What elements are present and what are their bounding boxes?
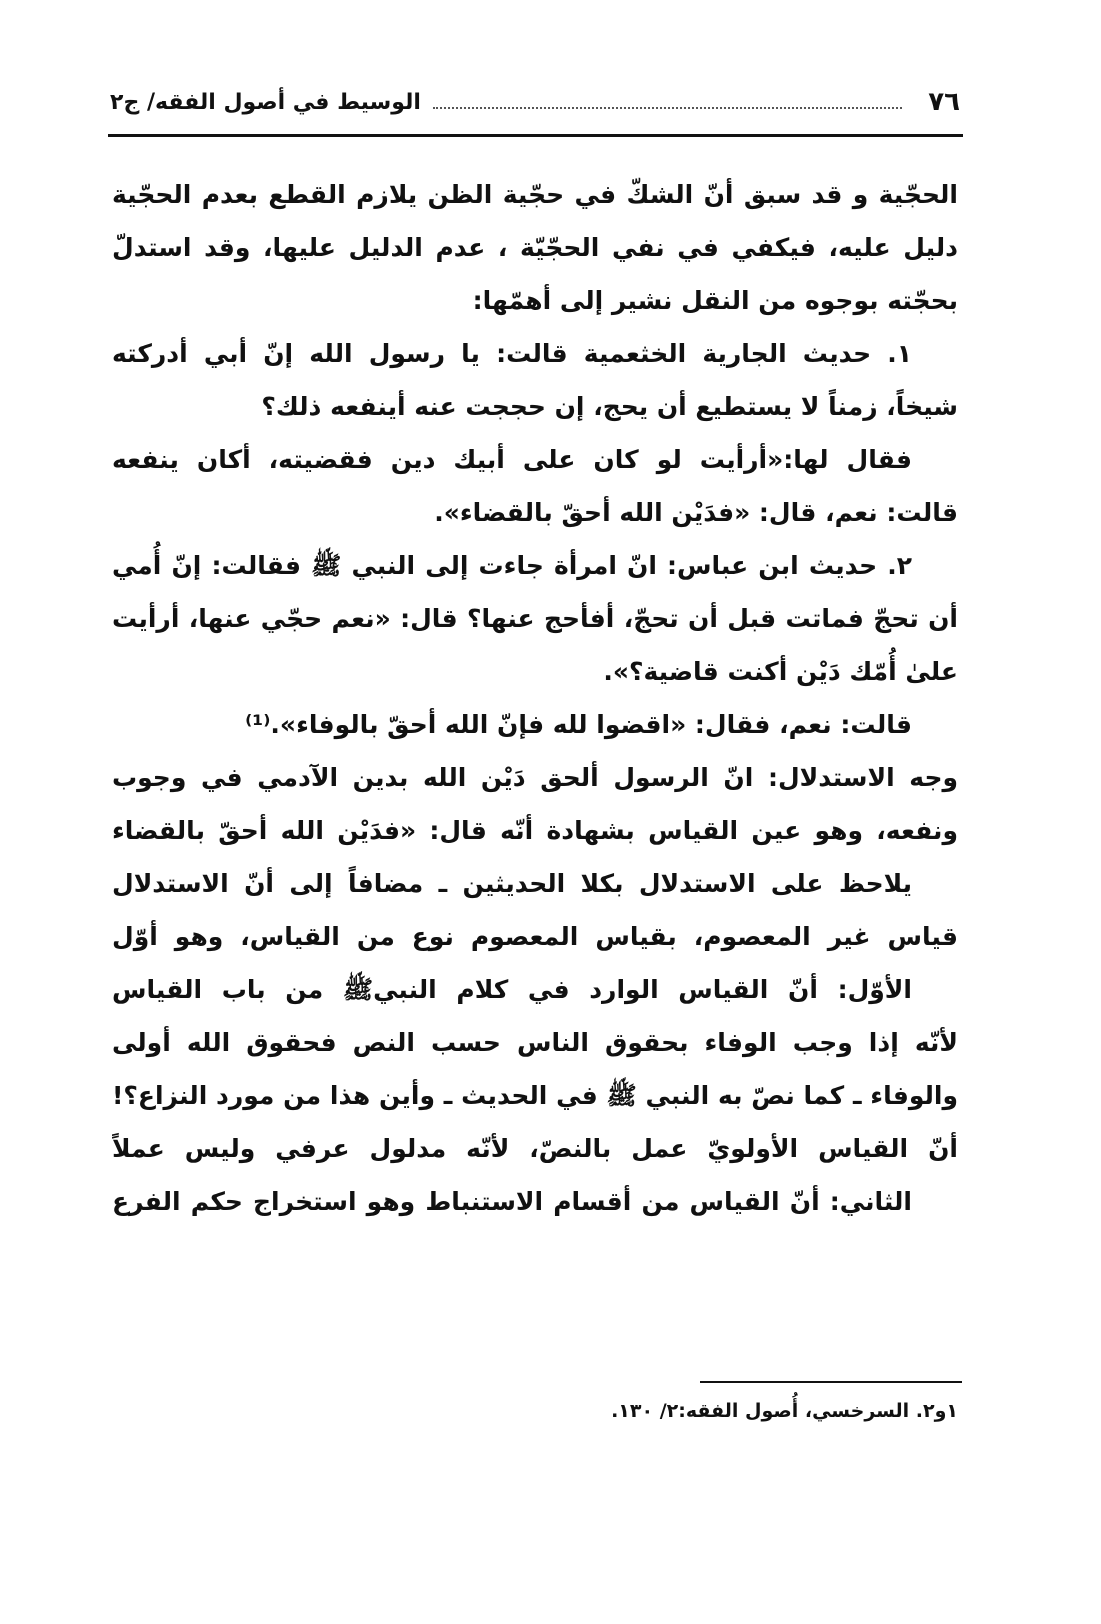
text-line: قالت: نعم، قال: «فدَيْن الله أحقّ بالقضاء». bbox=[434, 498, 958, 527]
body-text bbox=[112, 168, 958, 1228]
text-line: بحجّته بوجوه من النقل نشير إلى أهمّها: bbox=[472, 286, 958, 315]
text-line: ١. حديث الجارية الخثعمية قالت: يا رسول الله إنّ أبي أدركته bbox=[112, 339, 912, 368]
running-title: الوسيط في أصول الفقه/ ج٢ bbox=[110, 89, 421, 115]
page-number: ٧٦ bbox=[928, 87, 960, 117]
text-line: قالت: نعم، فقال: «اقضوا لله فإنّ الله أحقّ بالوفاء».⁽¹⁾ bbox=[245, 710, 912, 739]
text-line: قياس غير المعصوم، بقياس المعصوم نوع من القياس، وهو أوّل bbox=[112, 922, 958, 951]
text-line: لأنّه إذا وجب الوفاء بحقوق الناس حسب النص فحقوق الله أولى bbox=[112, 1028, 958, 1057]
text-line: الأوّل: أنّ القياس الوارد في كلام النبيﷺ من باب القياس bbox=[112, 975, 912, 1004]
text-line: دليل عليه، فيكفي في نفي الحجّيّة ، عدم الدليل عليها، وقد استدلّ bbox=[112, 233, 958, 262]
text-line: أنّ القياس الأولويّ عمل بالنصّ، لأنّه مدلول عرفي وليس عملاً bbox=[112, 1134, 958, 1163]
footnote-rule bbox=[700, 1381, 962, 1383]
text-line: ونفعه، وهو عين القياس بشهادة أنّه قال: «فدَيْن الله أحقّ بالقضاء bbox=[112, 816, 958, 845]
header-rule bbox=[108, 134, 963, 137]
text-line: الحجّية و قد سبق أنّ الشكّ في حجّية الظن يلازم القطع بعدم الحجّية bbox=[112, 180, 958, 209]
text-line: فقال لها:«أرأيت لو كان على أبيك دين فقضيته، أكان ينفعه bbox=[112, 445, 912, 474]
running-header bbox=[110, 82, 960, 122]
text-line: والوفاء ـ كما نصّ به النبي ﷺ في الحديث ـ وأين هذا من مورد النزاع؟! bbox=[112, 1081, 958, 1110]
text-line: الثاني: أنّ القياس من أقسام الاستنباط وهو استخراج حكم الفرع bbox=[112, 1187, 912, 1216]
text-line: شيخاً، زمناً لا يستطيع أن يحج، إن حججت عنه أينفعه ذلك؟ bbox=[261, 392, 958, 421]
footnote: ١و٢. السرخسي، أُصول الفقه:٢/ ١٣٠. bbox=[611, 1400, 958, 1422]
text-line: يلاحظ على الاستدلال بكلا الحديثين ـ مضافاً إلى أنّ الاستدلال bbox=[112, 869, 912, 898]
text-line: أن تحجّ فماتت قبل أن تحجّ، أفأحج عنها؟ قال: «نعم حجّي عنها، أرأيت bbox=[112, 604, 958, 633]
text-line: ٢. حديث ابن عباس: انّ امرأة جاءت إلى النبي ﷺ فقالت: إنّ أُمي bbox=[112, 551, 912, 580]
text-line: علىٰ أُمّك دَيْن أكنت قاضية؟». bbox=[603, 657, 958, 686]
text-line: وجه الاستدلال: انّ الرسول ألحق دَيْن الله بدين الآدمي في وجوب bbox=[112, 763, 958, 792]
header-dotted-leader bbox=[433, 107, 902, 109]
